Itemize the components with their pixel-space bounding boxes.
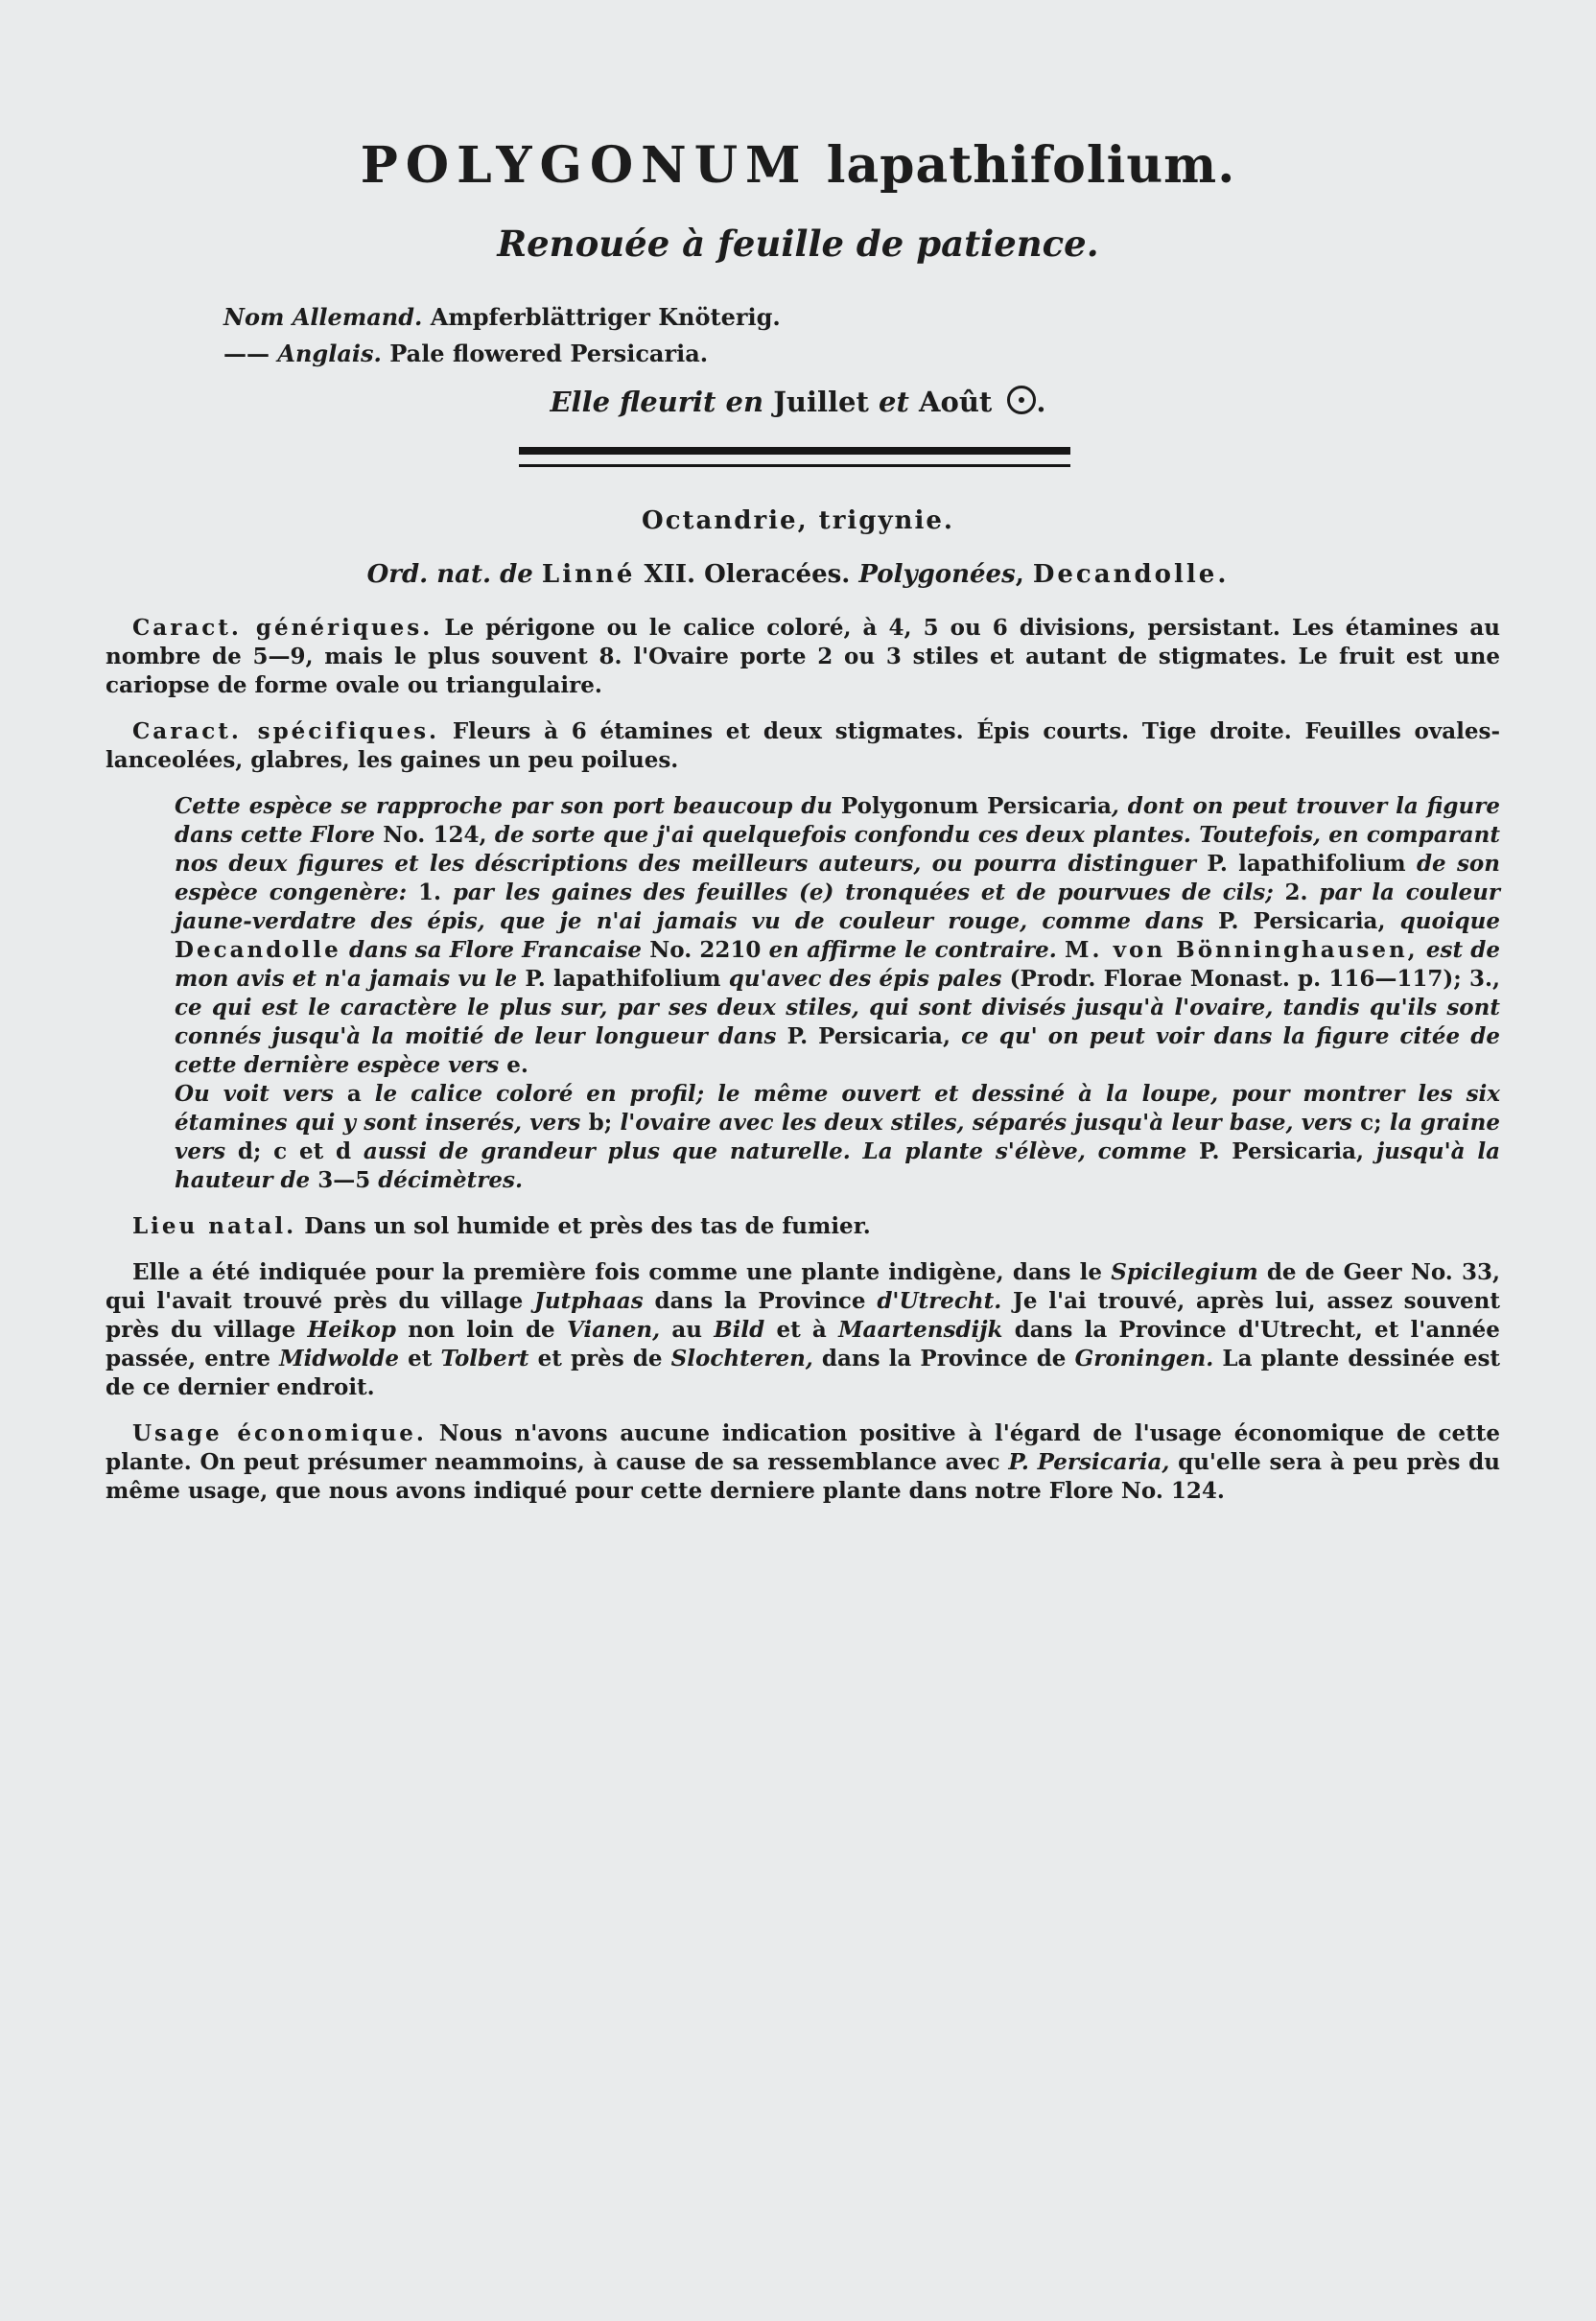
remarks-number: 2. <box>1284 879 1308 905</box>
remarks-taxon: P. lapathifolium <box>525 966 721 992</box>
german-label: Nom Allemand. <box>223 303 423 331</box>
ordre-prefix: Ord. nat. de <box>366 560 533 589</box>
history-text: Je l'ai trouvé, après lui, assez souvent près du village <box>106 1288 1501 1343</box>
habitat-label: Lieu natal. <box>132 1213 297 1239</box>
natural-order: Ord. nat. de Linné XII. Oleracées. Polygonées, Decandolle. <box>366 560 1230 589</box>
remarks-text: quoique <box>1399 908 1500 934</box>
remarks-text: ce qui est le caractère le plus sur, par ses deux stiles, qui sont divisés jusqu'à l'ovaire, tandis qu'ils sont connés jusqu'à la moitié de leur longueur dans <box>175 995 1500 1049</box>
figure-letter: b; <box>588 1110 613 1136</box>
remarks-text: par les gaines des feuilles (e) tronquées et de pourvues de cils; <box>452 879 1274 905</box>
ordre-oleracees: Oleracées. <box>704 560 851 589</box>
history-place: Heikop <box>307 1317 396 1343</box>
generic-text: Le périgone ou le calice coloré, à 4, 5 ou 6 divisions, persistant. Les étamines au nombre de 5—9, mais le plus souvent 8. l'Ovaire porte 2 ou 3 stiles et autant de stigmates. Le fruit est une cariopse de forme ovale ou triangulaire. <box>106 615 1500 698</box>
history-place: Midwolde <box>279 1346 399 1372</box>
ditto-dash: —— <box>223 340 278 367</box>
history-work: Spicilegium <box>1111 1259 1258 1285</box>
vernacular-names <box>223 299 781 372</box>
annual-plant-icon <box>1007 386 1036 414</box>
remarks-text: de son espèce congenère: <box>175 851 1500 905</box>
ordre-author: Decandolle. <box>1032 560 1230 589</box>
remarks-number: 1. <box>417 879 441 905</box>
divider-thick <box>519 447 1070 455</box>
history-place: Vianen, <box>566 1317 661 1343</box>
german-name: Ampferblättriger Knöterig. <box>430 303 781 331</box>
figure-text: l'ovaire avec les deux stiles, séparés jusqu'à leur base, vers <box>620 1110 1352 1136</box>
body-text <box>106 614 1500 1523</box>
figure-taxon: P. Persicaria, <box>1199 1138 1365 1164</box>
flowering-prefix: Elle fleurit en <box>550 386 764 418</box>
ordre-linne: Linné <box>541 560 636 589</box>
usage-label: Usage économique. <box>132 1420 427 1446</box>
figure-text: le calice coloré en profil; le même ouvert et dessiné à la loupe, pour montrer les six étamines qui y sont inserés, vers <box>175 1081 1501 1136</box>
figure-number: 3—5 <box>317 1167 371 1193</box>
remarks-text: ce qu' on peut voir dans la figure citée de cette dernière espèce vers <box>175 1023 1500 1078</box>
usage-text: qu'elle sera à peu près du même usage, que nous avons indiqué pour cette derniere plante dans notre Flore No. 124. <box>106 1449 1500 1504</box>
generic-characters <box>106 614 1500 700</box>
flowering-line: Elle fleurit en Juillet et Août . <box>550 386 1046 418</box>
history-text: La plante dessinée est de ce dernier endroit. <box>106 1346 1501 1400</box>
german-name-line <box>223 299 781 336</box>
figure-letter: a <box>346 1081 362 1107</box>
english-label: Anglais. <box>277 340 382 367</box>
history-text: et à <box>776 1317 827 1343</box>
flowering-month1: Juillet <box>773 386 869 418</box>
divider-thin <box>519 464 1070 467</box>
remarks-taxon: P. Persicaria, <box>1218 908 1386 934</box>
remarks-letter: e. <box>506 1052 528 1078</box>
classification: Octandrie, trigynie. <box>642 506 954 535</box>
ordre-number: XII. <box>644 560 696 589</box>
remarks-taxon: P. lapathifolium <box>1207 851 1406 877</box>
habitat-text: Dans un sol humide et près des tas de fumier. <box>304 1213 871 1239</box>
remarks-author: M. von Bönninghausen, <box>1065 937 1419 963</box>
remarks-text: de sorte que j'ai quelquefois confondu ces deux plantes. Toutefois, en comparant nos deux figures et les déscriptions des meilleurs auteurs, ou pourra distinguer <box>175 822 1500 877</box>
title-genus: POLYGONUM <box>360 136 809 195</box>
remarks-author: Decandolle <box>175 937 341 963</box>
flowering-conj: et <box>879 386 909 418</box>
history-place: Maartensdijk <box>838 1317 1003 1343</box>
flowering-month2: Août <box>918 386 993 418</box>
remarks-number: 3., <box>1468 966 1500 992</box>
figure-letter: d; c et d <box>237 1138 352 1164</box>
history-place: Bild <box>714 1317 765 1343</box>
history-text: et près de <box>537 1346 663 1372</box>
history-text: Elle a été indiquée pour la première fois comme une plante indigène, dans le <box>132 1259 1103 1285</box>
history-place: Jutphaas <box>533 1288 644 1314</box>
figure-explanation <box>106 1080 1500 1195</box>
remarks-paragraph <box>106 792 1500 1080</box>
remarks-ref: No. 2210 <box>649 937 762 963</box>
page-title <box>0 136 1596 195</box>
specific-text: Fleurs à 6 étamines et deux stigmates. Épis courts. Tige droite. Feuilles ovales-lanceolées, glabres, les gaines un peu poilues. <box>106 718 1500 773</box>
history-text: dans la Province <box>654 1288 866 1314</box>
figure-text: la graine vers <box>175 1110 1501 1164</box>
remarks-taxon: P. Persicaria, <box>786 1023 951 1049</box>
economic-usage <box>106 1419 1500 1506</box>
specific-label: Caract. spécifiques. <box>132 718 440 744</box>
usage-text: Nous n'avons aucune indication positive à l'égard de l'usage économique de cette plante. On peut présumer neammoins, à cause de sa ressemblance avec <box>106 1420 1500 1475</box>
remarks-text: qu'avec des épis pales <box>728 966 1002 992</box>
remarks-text: Cette espèce se rapproche par son port beaucoup du <box>175 793 833 819</box>
remarks-ref: No. 124, <box>383 822 487 848</box>
title-species: lapathifolium. <box>826 136 1236 195</box>
history-place: Groningen. <box>1074 1346 1214 1372</box>
remarks-text: par la couleur jaune-verdatre des épis, que je n'ai jamais vu de couleur rouge, comme dans <box>175 879 1501 934</box>
specific-characters <box>106 717 1500 775</box>
figure-text: jusqu'à la hauteur de <box>175 1138 1500 1193</box>
history-text: de de Geer No. 33, qui l'avait trouvé près du village <box>106 1259 1500 1314</box>
figure-text: décimètres. <box>378 1167 523 1193</box>
history-paragraph <box>106 1258 1500 1402</box>
remarks-text: dans sa Flore Francaise <box>348 937 643 963</box>
figure-text: aussi de grandeur plus que naturelle. La plante s'élève, comme <box>363 1138 1187 1164</box>
page-subtitle: Renouée à feuille de patience. <box>497 223 1099 265</box>
usage-taxon: P. Persicaria, <box>1008 1449 1170 1475</box>
english-name-line <box>223 336 781 372</box>
history-text: au <box>671 1317 702 1343</box>
history-text: et <box>408 1346 433 1372</box>
history-place: Tolbert <box>440 1346 529 1372</box>
remarks-text: est de mon avis et n'a jamais vu le <box>175 937 1500 992</box>
ordre-polygonees: Polygonées <box>858 560 1016 589</box>
figure-text: Ou voit vers <box>175 1081 334 1107</box>
remarks-text: en affirme le contraire. <box>768 937 1057 963</box>
remarks-ref: (Prodr. Florae Monast. p. 116—117); <box>1009 966 1462 992</box>
remarks-text: , dont on peut trouver la figure dans cette Flore <box>175 793 1500 848</box>
generic-label: Caract. génériques. <box>132 615 434 641</box>
figure-letter: c; <box>1360 1110 1382 1136</box>
history-text: dans la Province de <box>821 1346 1067 1372</box>
english-name: Pale flowered Persicaria. <box>389 340 709 367</box>
history-text: dans la Province d'Utrecht, et l'année passée, entre <box>106 1317 1500 1372</box>
history-text: non loin de <box>408 1317 555 1343</box>
remarks-taxon: Polygonum Persicaria <box>840 793 1112 819</box>
history-place: d'Utrecht. <box>877 1288 1002 1314</box>
history-place: Slochteren, <box>670 1346 813 1372</box>
habitat <box>106 1212 1500 1241</box>
